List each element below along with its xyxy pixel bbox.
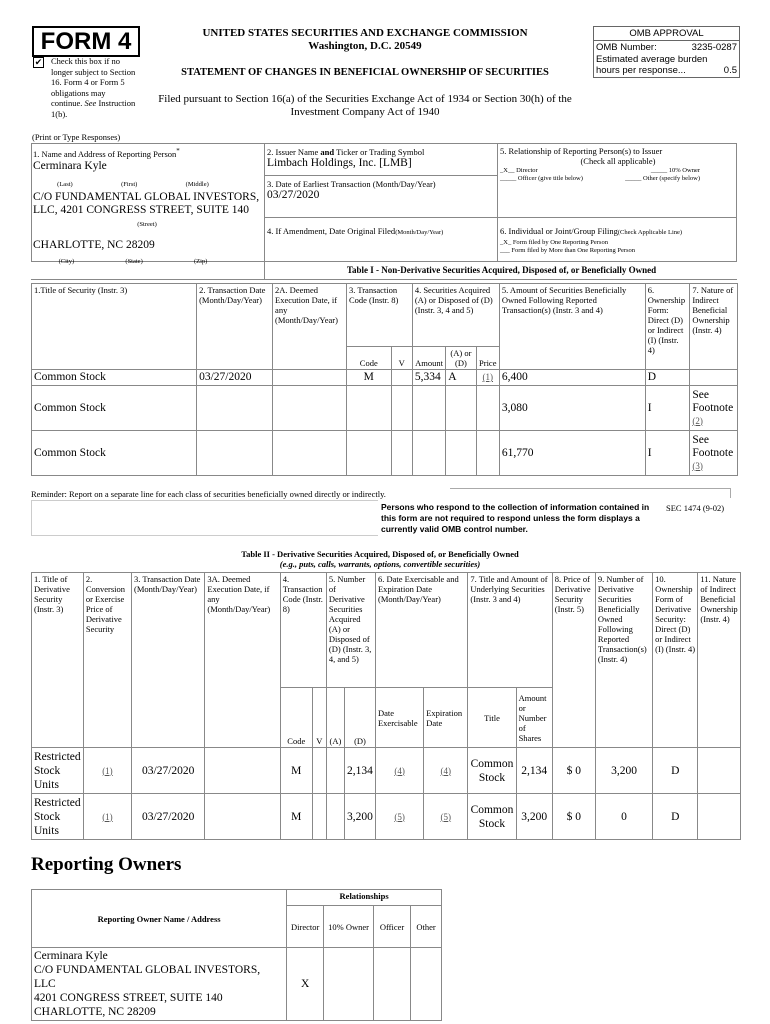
- reporting-person-name: Cerminara Kyle: [33, 159, 107, 172]
- t2-r1-date: 03/27/2020: [132, 794, 205, 840]
- t2-h9: 9. Number of Derivative Securities Beneficially Owned Following Reported Transaction(s) (Instr. 4): [595, 573, 652, 748]
- statement-title: STATEMENT OF CHANGES IN BENEFICIAL OWNERSHIP OF SECURITIES: [181, 67, 549, 78]
- owner-officer: [374, 948, 411, 1021]
- t1-r2-title: Common Stock: [32, 431, 197, 476]
- t1-h2a: 2A. Deemed Execution Date, if any (Month/Day/Year): [273, 284, 347, 370]
- t1-h5: 5. Amount of Securities Beneficially Owned Following Reported Transaction(s) (Instr. 3 and 4): [499, 284, 645, 370]
- box6-more: ___ Form filed by More than One Reporting Person: [500, 247, 636, 254]
- last-label: (Last): [57, 180, 73, 188]
- omb-burden-value: 0.5: [723, 65, 737, 76]
- t2-r0-nature: [698, 748, 741, 794]
- t1-sub-amount: Amount: [412, 347, 445, 370]
- box4: 4. If Amendment, Date Original Filed(Month/Day/Year): [267, 226, 444, 236]
- t2-h6: 6. Date Exercisable and Expiration Date (Month/Day/Year): [375, 573, 467, 688]
- t2-r1-amt: 3,200: [516, 794, 552, 840]
- omb-number-label: OMB Number:: [596, 42, 657, 53]
- rel-director: _X__ Director: [500, 167, 538, 174]
- zip-label: (Zip): [193, 257, 208, 265]
- persons-notice: Persons who respond to the collection of information contained in this form are not required to respond unless the form displays a currently valid OMB control number.: [381, 502, 650, 534]
- t1-r0-owned: 6,400: [499, 370, 645, 386]
- t2-r0-amt: 2,134: [516, 748, 552, 794]
- city-label: (City): [58, 257, 75, 265]
- t2-h1: 1. Title of Derivative Security (Instr. 3): [32, 573, 84, 748]
- t2-h4: 4. Transaction Code (Instr. 8): [280, 573, 326, 688]
- t2-r1-underlying: Common Stock: [468, 794, 516, 840]
- no-longer-subject-checkbox[interactable]: ✔: [34, 57, 43, 67]
- owners-col-other: Other: [411, 906, 442, 948]
- t2-sub-title: Title: [468, 688, 516, 748]
- t1-sub-aord: (A) or (D): [446, 347, 476, 370]
- t1-r0-form: D: [645, 370, 690, 386]
- t1-sub-code: Code: [346, 347, 391, 370]
- rel-owner: _____ 10% Owner: [650, 167, 700, 174]
- print-or-type: (Print or Type Responses): [32, 132, 121, 142]
- t1-r1-footnote-link[interactable]: (2): [692, 415, 703, 426]
- t2-h10: 10. Ownership Form of Derivative Security: Direct (D) or Indirect (I) (Instr. 4): [653, 573, 698, 748]
- t2-r0-deemed: [205, 748, 280, 794]
- t2-r1-price: $ 0: [552, 794, 595, 840]
- box5-label: 5. Relationship of Reporting Person(s) to Issuer: [500, 146, 663, 156]
- t2-r1-code: M: [280, 794, 312, 840]
- t2-r1-deemed: [205, 794, 280, 840]
- t2-sub-a: (A): [326, 688, 344, 748]
- owners-col-officer: Officer: [374, 906, 411, 948]
- middle-label: (Middle): [185, 180, 209, 188]
- box1: 1. Name and Address of Reporting Person* Cerminara Kyle (Last) (First) (Middle) C/O FUNDAMENTAL GLOBAL INVESTORS, LLC, 4201 CONGRESS STREET, SUITE 140 (Street) CHARLOTTE, NC 28209 (City) (State) (Zip): [33, 147, 260, 265]
- t1-h2: 2. Transaction Date (Month/Day/Year): [197, 284, 273, 370]
- t1-r0-nature: [690, 370, 738, 386]
- first-label: (First): [121, 180, 138, 188]
- box5: [500, 146, 736, 183]
- issuer-name: Limbach Holdings, Inc. [LMB]: [267, 157, 412, 169]
- t1-r1-owned: 3,080: [499, 386, 645, 431]
- t1-h6: 6. Ownership Form: Direct (D) or Indirect (I) (Instr. 4): [645, 284, 690, 370]
- filed-pursuant: Filed pursuant to Section 16(a) of the Securities Exchange Act of 1934 or Section 30(h) of the Investment Company Act of 1940: [158, 93, 572, 118]
- owners-relationships: Relationships: [287, 890, 442, 906]
- sec-number: SEC 1474 (9-02): [666, 503, 725, 513]
- street-label: (Street): [137, 220, 157, 228]
- t2-r0-v: [312, 748, 326, 794]
- owners-col-director: Director: [287, 906, 324, 948]
- omb-burden-1: Estimated average burden: [596, 54, 708, 65]
- t1-r0-title: Common Stock: [32, 370, 197, 386]
- t2-r0-price: $ 0: [552, 748, 595, 794]
- t1-r0-deemed: [273, 370, 347, 386]
- t2-h3a: 3A. Deemed Execution Date, if any (Month/Day/Year): [205, 573, 280, 748]
- t2-r0-d: 2,134: [344, 748, 375, 794]
- box6: 6. Individual or Joint/Group Filing(Check Applicable Line) _X_ Form filed by One Reporting Person ___ Form filed by More than One Reporting Person: [500, 221, 736, 255]
- box6-one: _X_ Form filed by One Reporting Person: [500, 239, 608, 246]
- state-label: (State): [125, 257, 143, 265]
- t1-r2-owned: 61,770: [499, 431, 645, 476]
- t2-r1-nature: [698, 794, 741, 840]
- table-row: [32, 431, 738, 476]
- box4-label: 4. If Amendment, Date Original Filed: [267, 226, 396, 236]
- t2-r1-form: D: [653, 794, 698, 840]
- t2-r0-owned: 3,200: [595, 748, 652, 794]
- table1: [31, 283, 738, 476]
- owner-director: X: [287, 948, 324, 1021]
- t1-r0-v: [391, 370, 412, 386]
- t2-h5: 5. Number of Derivative Securities Acquired (A) or Disposed of (D) (Instr. 3, 4, and 5): [326, 573, 375, 688]
- t1-h4: 4. Securities Acquired (A) or Disposed of (D) (Instr. 3, 4 and 5): [412, 284, 499, 347]
- t2-r0-exp-footnote[interactable]: (4): [440, 765, 452, 776]
- box2: 2. Issuer Name and Ticker or Trading Symbol Limbach Holdings, Inc. [LMB]: [267, 147, 495, 170]
- t1-r2-footnote-link[interactable]: (3): [692, 460, 703, 471]
- form-title: FORM 4: [40, 28, 132, 55]
- t1-r2-nature: See Footnote (3): [690, 431, 738, 476]
- omb-title: OMB APPROVAL: [594, 27, 739, 41]
- omb-approval-box: [593, 26, 740, 78]
- commission-heading: UNITED STATES SECURITIES AND EXCHANGE COMMISSION Washington, D.C. 20549: [202, 27, 528, 52]
- t1-r0-aord: A: [446, 370, 476, 386]
- t2-h8: 8. Price of Derivative Security (Instr. 5): [552, 573, 595, 748]
- rel-officer: _____ Officer (give title below): [500, 175, 583, 182]
- owner-other: [411, 948, 442, 1021]
- t1-r0-code: M: [346, 370, 391, 386]
- t2-r1-exp-footnote[interactable]: (5): [440, 811, 452, 822]
- t2-r0-conv-footnote[interactable]: (1): [102, 765, 113, 776]
- table-row: [32, 386, 738, 431]
- t1-sub-v: V: [391, 347, 412, 370]
- box6-label: 6. Individual or Joint/Group Filing: [500, 226, 618, 236]
- table-row: [32, 794, 741, 840]
- t2-r0-exer-footnote[interactable]: (4): [394, 765, 405, 776]
- t1-r2-form: I: [645, 431, 690, 476]
- t1-h7: 7. Nature of Indirect Beneficial Ownership (Instr. 4): [690, 284, 738, 370]
- t2-r1-conv-footnote[interactable]: (1): [102, 811, 113, 822]
- t1-sub-price: Price: [476, 347, 499, 370]
- t1-r1-nature: See Footnote (2): [690, 386, 738, 431]
- table-row: [32, 948, 442, 1021]
- t2-sub-v: V: [312, 688, 326, 748]
- owners-col-owner: 10% Owner: [324, 906, 374, 948]
- t1-r1-title: Common Stock: [32, 386, 197, 431]
- t2-r0-a: [326, 748, 344, 794]
- table-row: [32, 370, 738, 386]
- t2-r0-title: Restricted Stock Units: [32, 748, 84, 794]
- checkbox-description: Check this box if no longer subject to Section 16. Form 4 or Form 5 obligations may continue. See Instruction 1(b).: [51, 56, 136, 119]
- t2-r1-v: [312, 794, 326, 840]
- t2-r1-exer-footnote[interactable]: (5): [394, 811, 405, 822]
- t1-r0-price-footnote[interactable]: (1): [482, 372, 493, 382]
- owner-name-address: Cerminara Kyle C/O FUNDAMENTAL GLOBAL INVESTORS, LLC 4201 CONGRESS STREET, SUITE 140 CHARLOTTE, NC 28209: [32, 948, 287, 1021]
- rel-other: _____ Other (specify below): [625, 175, 700, 182]
- t1-h1: 1.Title of Security (Instr. 3): [32, 284, 197, 370]
- reporting-owners-table: [31, 889, 442, 1021]
- t2-h3: 3. Transaction Date (Month/Day/Year): [132, 573, 205, 748]
- table-row: [32, 748, 741, 794]
- table2-title: Table II - Derivative Securities Acquired, Disposed of, or Beneficially Owned (e.g., puts, calls, warrants, options, convertible securities): [241, 549, 519, 569]
- t2-r1-d: 3,200: [344, 794, 375, 840]
- box3: [267, 179, 495, 202]
- t2-r1-a: [326, 794, 344, 840]
- t2-r0-date: 03/27/2020: [132, 748, 205, 794]
- t2-r0-underlying: Common Stock: [468, 748, 516, 794]
- reporting-address-1: C/O FUNDAMENTAL GLOBAL INVESTORS,: [33, 190, 260, 203]
- owners-col-name: Reporting Owner Name / Address: [32, 890, 287, 948]
- t1-r0-date: 03/27/2020: [197, 370, 273, 386]
- omb-burden-2: hours per response...: [596, 65, 686, 76]
- box3-label: 3. Date of Earliest Transaction (Month/Day/Year): [267, 179, 436, 189]
- earliest-date: 03/27/2020: [267, 189, 320, 201]
- t2-r1-owned: 0: [595, 794, 652, 840]
- reporting-address-2: LLC, 4201 CONGRESS STREET, SUITE 140: [33, 203, 250, 216]
- t1-r1-form: I: [645, 386, 690, 431]
- t1-h3: 3. Transaction Code (Instr. 8): [346, 284, 412, 347]
- t2-sub-exp: Expiration Date: [424, 688, 468, 748]
- t2-h7: 7. Title and Amount of Underlying Securities (Instr. 3 and 4): [468, 573, 552, 688]
- t2-r0-form: D: [653, 748, 698, 794]
- t2-sub-code: Code: [280, 688, 312, 748]
- box1-label: 1. Name and Address of Reporting Person: [33, 148, 177, 159]
- t2-sub-date-ex: Date Exercisable: [375, 688, 423, 748]
- t1-r0-amount: 5,334: [412, 370, 445, 386]
- table1-title: Table I - Non-Derivative Securities Acquired, Disposed of, or Beneficially Owned: [346, 265, 657, 275]
- t2-sub-d: (D): [344, 688, 375, 748]
- box5-sub: (Check all applicable): [580, 156, 656, 166]
- reporting-owners-heading: Reporting Owners: [31, 854, 182, 875]
- t2-r1-title: Restricted Stock Units: [32, 794, 84, 840]
- omb-number-value: 3235-0287: [691, 42, 737, 53]
- t2-r0-code: M: [280, 748, 312, 794]
- table2: [31, 572, 741, 840]
- t2-sub-amount: Amount or Number of Shares: [516, 688, 552, 748]
- reminder-text: Reminder: Report on a separate line for each class of securities beneficially owned directly or indirectly.: [31, 489, 386, 499]
- t2-h2: 2. Conversion or Exercise Price of Derivative Security: [83, 573, 131, 748]
- t2-h11: 11. Nature of Indirect Beneficial Ownership (Instr. 4): [698, 573, 741, 748]
- reporting-city-state: CHARLOTTE, NC 28209: [33, 238, 155, 251]
- box2-label-a: 2. Issuer Name: [267, 147, 319, 157]
- form-title-box: [32, 26, 140, 57]
- owner-10pct: [324, 948, 374, 1021]
